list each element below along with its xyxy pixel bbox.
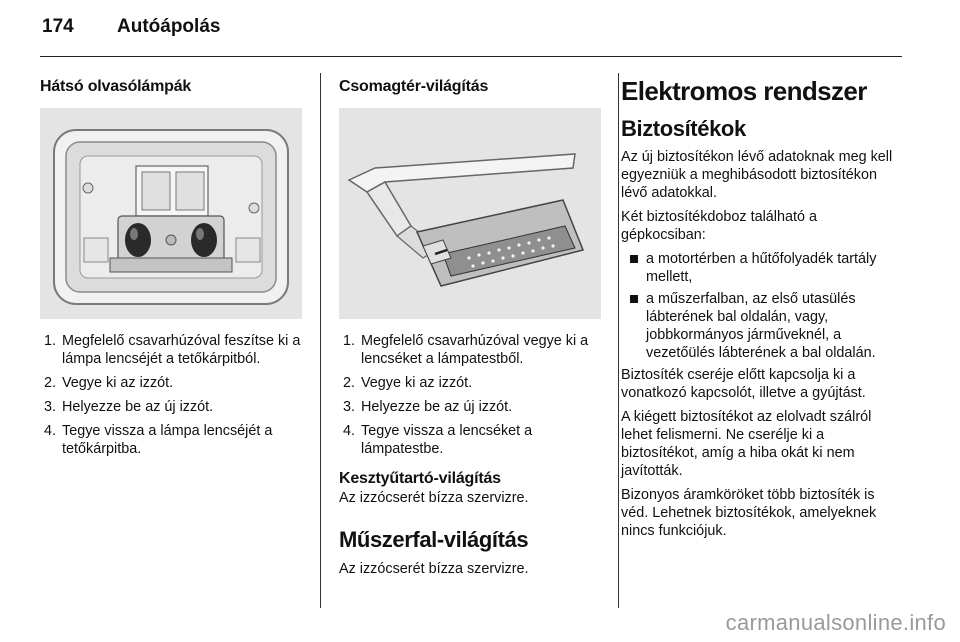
electrical-system-column (621, 76, 903, 546)
step-text: Tegye vissza a lencséket a lámpatestbe. (361, 423, 533, 457)
step-number: 2. (44, 375, 57, 391)
step-text: Helyezze be az új izzót. (62, 399, 214, 415)
chapter-title: Autóápolás (117, 16, 221, 37)
column-divider (618, 73, 619, 608)
list-item-text: a motortérben a hűtőfolyadék tartály mellett, (646, 251, 877, 285)
column-divider (320, 73, 321, 608)
section-title-dashboard-lighting: Műszerfal-világítás (339, 527, 529, 552)
header-rule (40, 56, 902, 57)
section-title-electrical-system: Elektromos rendszer (621, 76, 867, 106)
fuses-paragraph-4: A kiégett biztosítékot az elolvadt szálról lehet felismerni. Ne cserélje ki a biztosítékot, amíg a hiba okát ki nem javították. (621, 409, 872, 479)
step-text: Megfelelő csavarhúzóval feszítse ki a lámpa lencséjét a tetőkárpitból. (62, 333, 301, 367)
section-title-glovebox-lighting: Kesztyűtartó-világítás (339, 470, 501, 487)
figure-rear-reading-lamp (40, 108, 302, 319)
step-text: Vegye ki az izzót. (361, 375, 473, 391)
steps-list-col2 (339, 332, 611, 464)
step-number: 2. (343, 375, 356, 391)
rear-reading-lamp-illustration (40, 108, 302, 319)
dashboard-lighting-text: Az izzócserét bízza szervizre. (339, 561, 529, 577)
step-text: Helyezze be az új izzót. (361, 399, 513, 415)
watermark: carmanualsonline.info (725, 610, 946, 635)
list-item (40, 374, 310, 392)
subsection-title-fuses: Biztosítékok (621, 116, 746, 141)
list-item-text: a műszerfalban, az első utasülés lábterének bal oldalán, vagy, jobbkormányos járműveknél, a vezetőülés lábterének a bal oldalán. (646, 291, 876, 361)
bullet-square-icon (630, 255, 638, 263)
list-item (339, 332, 611, 368)
figure-luggage-lamp (339, 108, 601, 319)
step-text: Vegye ki az izzót. (62, 375, 174, 391)
section-title-luggage-lighting: Csomagtér-világítás (339, 78, 489, 95)
section-title-rear-reading-lamps: Hátsó olvasólámpák (40, 78, 192, 95)
fuses-paragraph-5: Bizonyos áramköröket több biztosíték is véd. Lehetnek biztosítékok, amelyeknek nincs funkciójuk. (621, 487, 877, 539)
fuse-box-locations-list (621, 250, 903, 362)
glovebox-lighting-text: Az izzócserét bízza szervizre. (339, 490, 529, 506)
step-number: 3. (343, 399, 356, 415)
list-item (621, 290, 903, 362)
step-text: Tegye vissza a lámpa lencséjét a tetőkárpitba. (62, 423, 273, 457)
step-text: Megfelelő csavarhúzóval vegye ki a lencséket a lámpatestből. (361, 333, 589, 367)
step-number: 4. (343, 423, 356, 439)
list-item (40, 422, 310, 458)
list-item (40, 332, 310, 368)
step-number: 1. (343, 333, 356, 349)
list-item (40, 398, 310, 416)
list-item (339, 398, 611, 416)
step-number: 1. (44, 333, 57, 349)
step-number: 4. (44, 423, 57, 439)
list-item (339, 374, 611, 392)
step-number: 3. (44, 399, 57, 415)
steps-list-col1 (40, 332, 310, 464)
fuses-paragraph-3: Biztosíték cseréje előtt kapcsolja ki a vonatkozó kapcsolót, illetve a gyújtást. (621, 367, 866, 401)
list-item (621, 250, 903, 286)
fuses-paragraph-1: Az új biztosítékon lévő adatoknak meg kell egyezniük a meghibásodott biztosítékon lévő adatokkal. (621, 149, 893, 201)
fuses-paragraph-2: Két biztosítékdoboz található a gépkocsiban: (621, 209, 818, 243)
page-number: 174 (42, 16, 74, 37)
list-item (339, 422, 611, 458)
bullet-square-icon (630, 295, 638, 303)
luggage-lamp-illustration (339, 108, 601, 319)
